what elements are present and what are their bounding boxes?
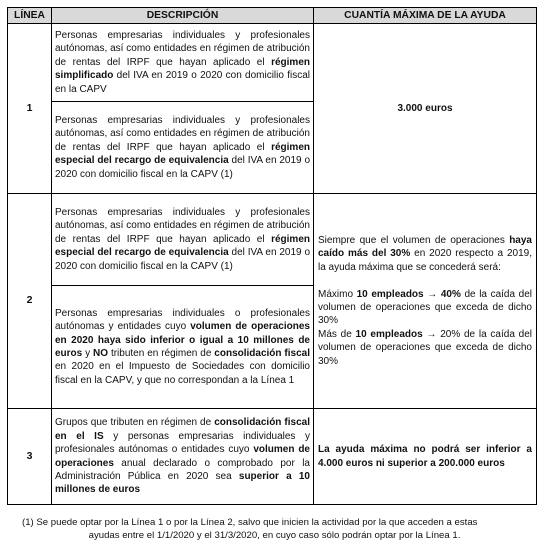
text: tributen en régimen de [108,348,215,359]
aid-lines-table [7,7,537,505]
text: Personas empresarias individuales y profesionales autónomas, así como entidades en régimen de atribución de rentas del IRPF que hayan aplicado el [55,29,310,68]
line2-amount-tier-2 [318,328,532,368]
line2-description-volumen [52,286,314,409]
text: y [82,348,94,359]
text-bold: consolidación fiscal [214,348,311,359]
table-row [8,194,537,286]
text: en 2020 respecto a 2019, la ayuda máxima que se concederá será: [318,248,533,273]
text: → 20% de la caída del volumen de operaciones que exceda de dicho 30% [318,328,532,367]
text-bold: NO [93,348,109,359]
text-bold: superior a 10 millones de euros [55,470,310,496]
text-bold: régimen especial del recargo de equivalencia [55,141,310,167]
text: Personas empresarias individuales y profesionales autónomas, así como entidades en régimen de atribución de rentas del IRPF que hayan aplicado el [55,114,310,153]
text-bold: volumen de operaciones [55,444,310,469]
line2-amount-condition [318,234,532,274]
line2-amount [314,194,537,409]
aid-lines-table-container [7,7,536,505]
header-linea: LÍNEA [8,8,52,24]
table-row [8,409,537,505]
text-bold: consolidación fiscal en el IS [55,417,310,442]
line2-description-recargo [52,194,314,286]
text-bold: 10 empleados [355,328,423,340]
text: Siempre que el volumen de operaciones [318,234,510,246]
text: del IVA en 2019 o 2020 con domicilio fiscal en la CAPV (1) [55,247,310,272]
line1-description-simplificado [52,24,314,102]
line-number-2: 2 [8,194,52,409]
text-bold: volumen de operaciones en 2020 haya sido inferior o igual a 10 millones de euros [55,321,310,359]
footnote-line-1: (1) Se puede optar por la Línea 1 o por la Línea 2, salvo que inicien la actividad por la que acceden a estas [22,517,478,528]
text: Personas empresarias individuales o profesionales autónomas y entidades cuyo [55,307,310,333]
text: del IVA en 2019 o 2020 con domicilio fiscal en la CAPV (1) [55,155,310,180]
line3-amount: La ayuda máxima no podrá ser inferior a 4.000 euros ni superior a 200.000 euros [314,409,537,505]
footnote [22,516,527,542]
spacer [318,274,532,287]
line1-description-recargo [52,102,314,194]
footnote-line-2: ayudas entre el 1/1/2020 y el 31/3/2020, en cuyo caso sólo podrán optar por la Línea 1. [88,530,461,541]
text-bold: régimen simplificado [55,56,310,82]
text-bold: haya caído más del 30% [318,234,532,260]
header-descripcion: DESCRIPCIÓN [52,8,314,24]
table-row [8,24,537,102]
text: del IVA en 2019 o 2020 con domicilio fiscal en la CAPV [55,70,310,95]
text: Personas empresarias individuales y profesionales autónomas, así como entidades en régimen de atribución de rentas del IRPF que hayan aplicado el [55,206,310,245]
text-bold: 10 empleados → 40% [356,288,461,300]
line1-amount: 3.000 euros [314,24,537,194]
line-number-1: 1 [8,24,52,194]
header-cuantia: CUANTÍA MÁXIMA DE LA AYUDA [314,8,537,24]
line2-amount-tier-1 [318,288,532,328]
text: Más de [318,328,356,340]
text: anual declarado o comprobado por la Administración Pública en 2020 sea [55,457,310,482]
line3-description [52,409,314,505]
text: Grupos que tributen en régimen de [55,417,215,429]
text-bold: régimen especial del recargo de equivalencia [55,233,310,259]
text: y personas empresarias individuales y profesionales autónomas o entidades cuyo [55,430,310,456]
text: en 2020 en el Impuesto de Sociedades con domicilio fiscal en la CAPV, y que no correspondan a la Línea 1 [55,361,310,386]
text: Máximo [318,288,357,300]
line-number-3: 3 [8,409,52,505]
text: de la caída del volumen de operaciones que exceda de dicho 30% [318,288,532,327]
table-header-row [8,8,537,24]
